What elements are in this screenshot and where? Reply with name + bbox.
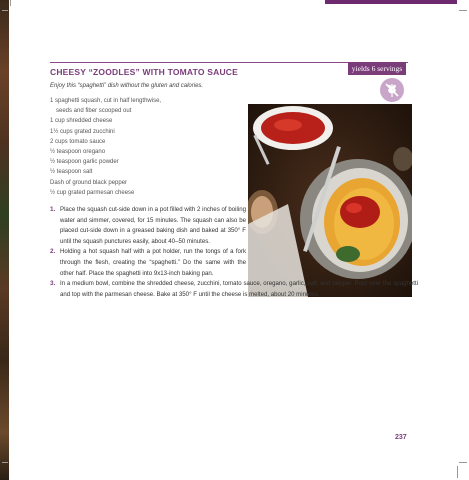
step-number: 1. [50,206,56,213]
top-accent-bar [325,0,457,4]
gluten-free-icon-graphic [380,78,404,102]
recipe-title: CHEESY “ZOODLES” WITH TOMATO SAUCE [50,67,238,77]
ingredient-item: 1 cup shredded cheese [50,118,113,125]
ingredient-item: ½ teaspoon salt [50,169,93,176]
recipe-subtitle: Enjoy this “spaghetti” dish without the gluten and calories. [50,83,204,89]
ingredient-item: 2 cups tomato sauce [50,138,106,145]
ingredient-list [50,96,161,198]
left-photo-strip [0,0,9,480]
ingredient-item: ½ teaspoon garlic powder [50,159,119,166]
crop-mark [10,0,11,6]
ingredient-item: Dash of ground black pepper [50,179,128,186]
crop-mark [2,10,8,11]
ingredient-item: seeds and fiber scooped out [56,108,132,115]
yield-badge: yields 6 servings [348,62,406,75]
step-number: 3. [50,280,56,288]
direction-step [50,205,246,247]
crop-mark [459,10,467,11]
step-number: 2. [50,248,56,256]
direction-step [50,247,246,279]
page-number: 237 [395,434,407,441]
step-text: Place the squash cut-side down in a pot filled with 2 inches of boiling water and simmer, covered, for 15 minutes. The squash can also be placed cut-side down in a greased baking dish and baked at 350° F until the squash punctures easily, about 40–50 minutes. [60,206,246,245]
direction-step [50,279,418,300]
crop-mark [457,466,458,478]
crop-mark [2,462,8,463]
step-text: Holding a hot squash half with a pot holder, run the tongs of a fork through the flesh, creating the “spaghetti.” Do the same with the other half. Place the spaghetti into 9x13-inch baking pan. [60,248,246,277]
wheat-crossed-icon [380,78,404,102]
step-text: In a medium bowl, combine the shredded cheese, zucchini, tomato sauce, oregano, garlic, salt, and pepper. Pour over the spaghetti and top with the parmesan cheese. Bake at 350° F until the cheese is melted, about 20 minutes. [60,280,418,298]
ingredient-item: ½ cup grated parmesan cheese [50,189,135,196]
ingredient-item: 1½ cups grated zucchini [50,128,115,135]
ingredient-item: ½ teaspoon oregano [50,149,106,156]
ingredient-item: 1 spaghetti squash, cut in half lengthwise, [50,98,162,104]
crop-mark [459,462,467,463]
directions-list [50,205,418,300]
